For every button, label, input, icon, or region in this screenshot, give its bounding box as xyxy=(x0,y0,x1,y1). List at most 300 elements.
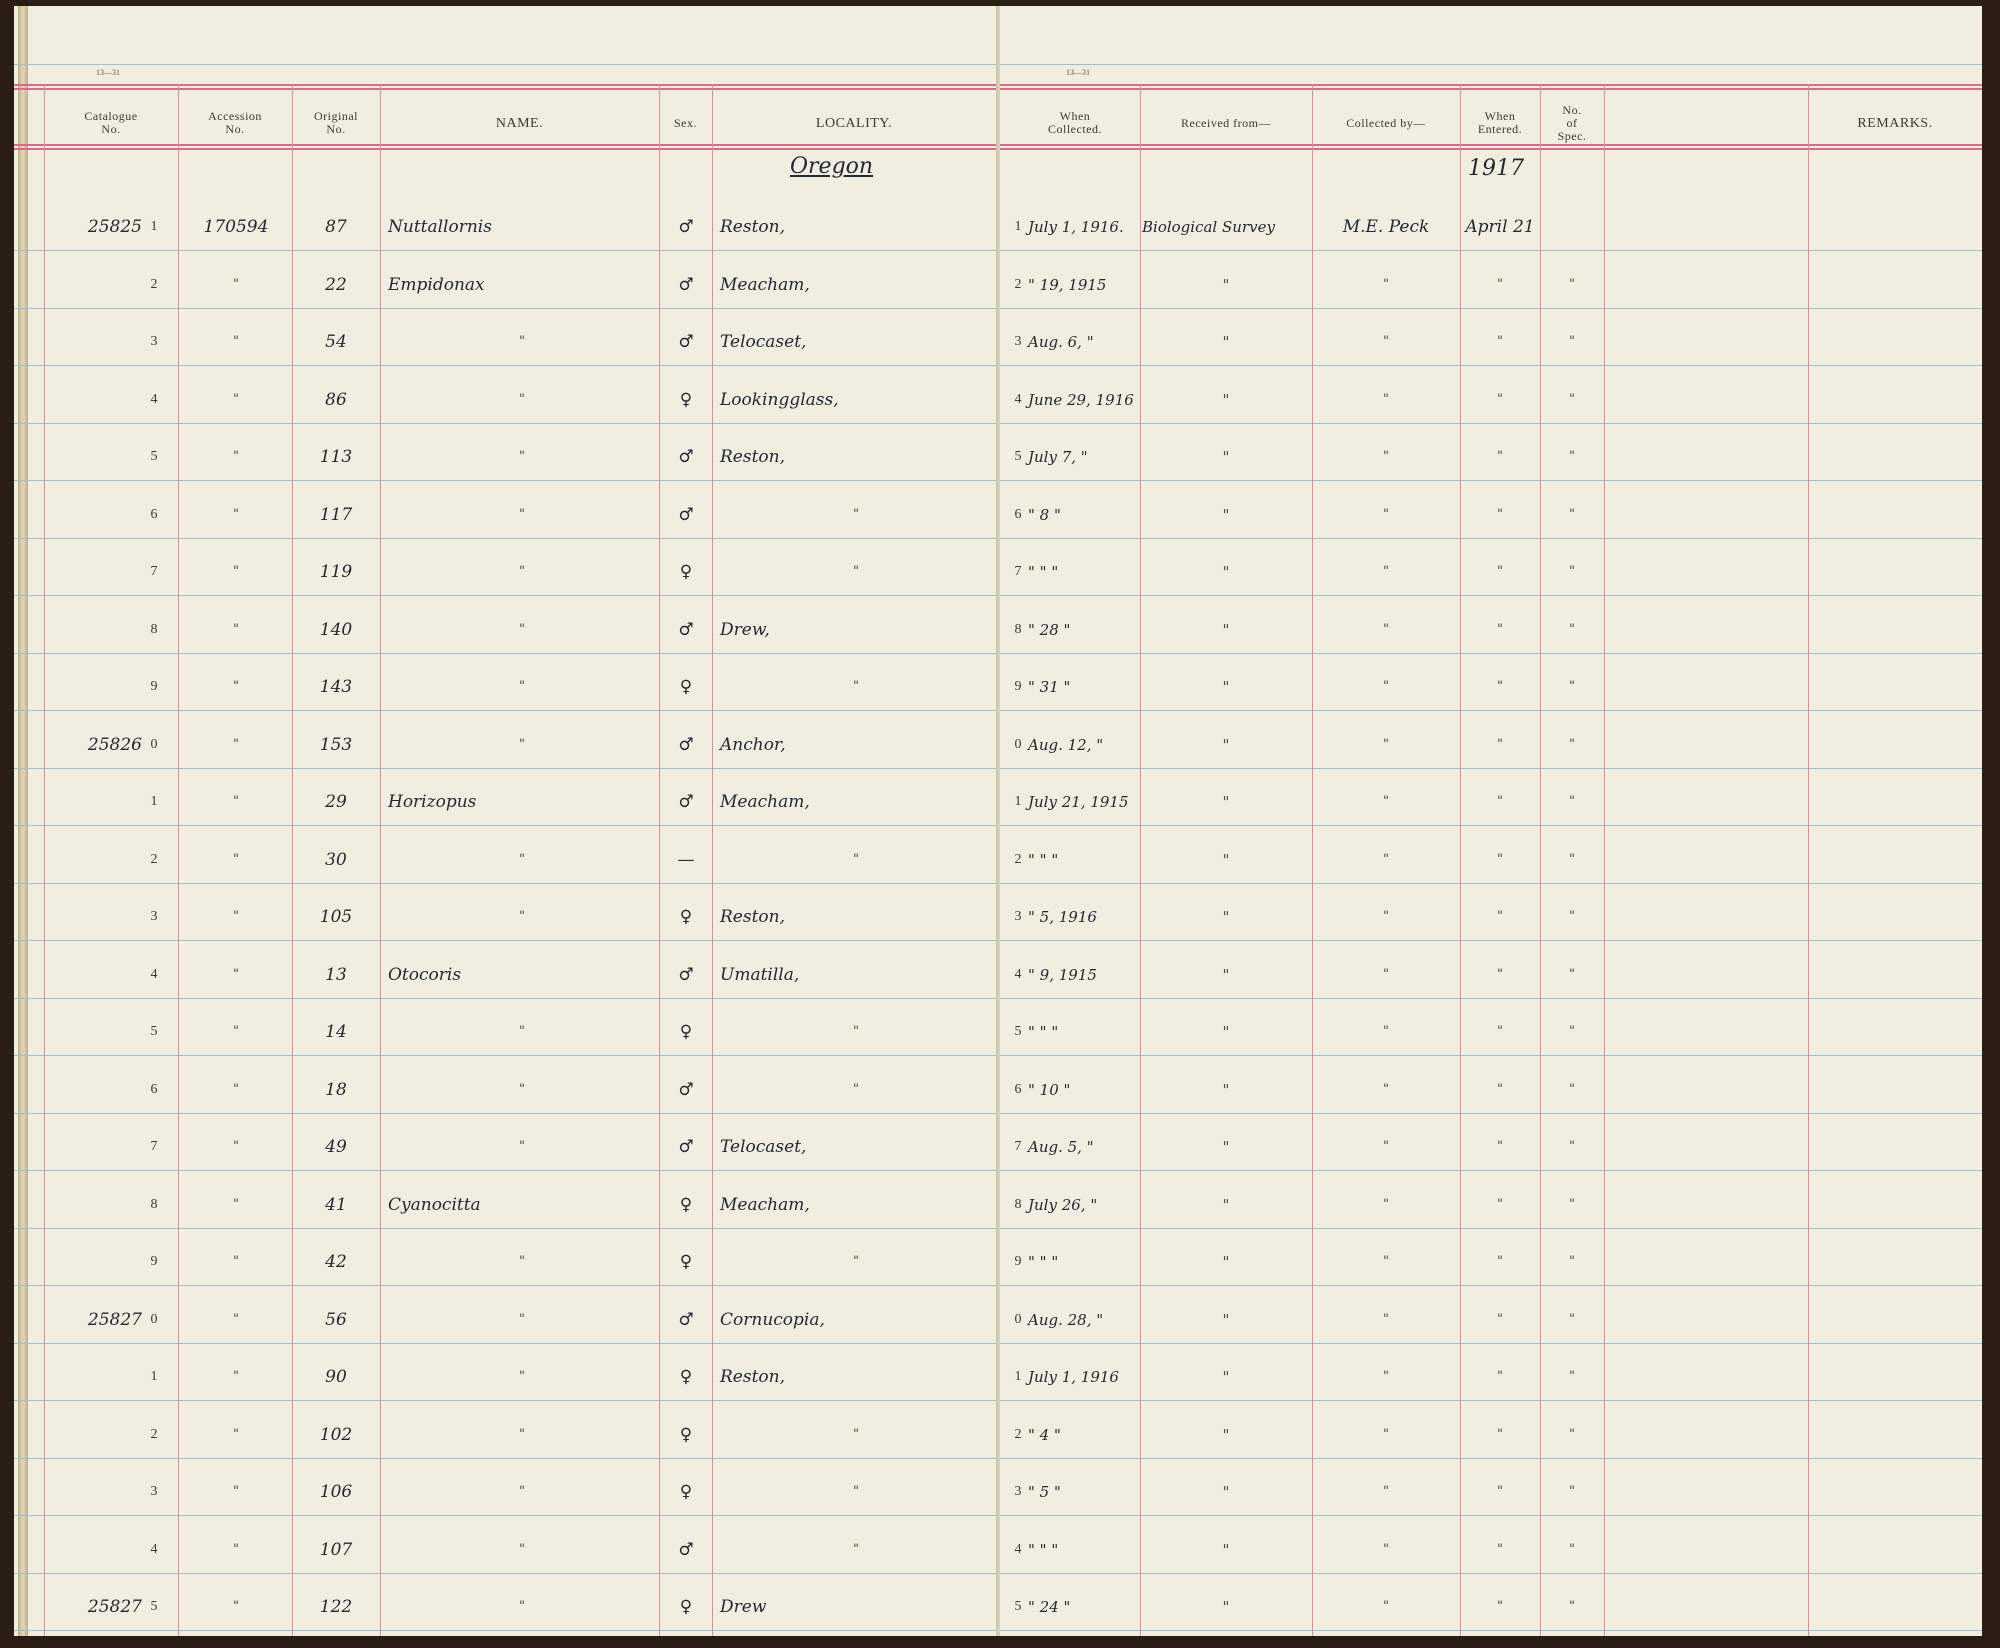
number-of-specimens: " xyxy=(1569,1541,1575,1557)
ledger-rule xyxy=(1000,710,1982,711)
locality: Meacham, xyxy=(720,1194,810,1215)
original-number: 153 xyxy=(319,734,353,755)
received-from: " xyxy=(1222,908,1230,926)
when-collected: Aug. 12, " xyxy=(1028,735,1104,754)
number-of-specimens: " xyxy=(1569,276,1575,292)
when-entered: " xyxy=(1497,909,1503,924)
catalogue-digit: 5 xyxy=(150,449,158,464)
ledger-rule xyxy=(14,365,996,366)
catalogue-digit: 4 xyxy=(150,391,158,407)
catalogue-digit: 2 xyxy=(150,1426,158,1442)
received-from: " xyxy=(1222,1310,1230,1329)
locality: Drew xyxy=(720,1597,767,1617)
ledger-rule xyxy=(14,308,996,309)
collected-by: " xyxy=(1383,1196,1389,1212)
row-number: 1 xyxy=(1014,1369,1022,1384)
right-ledger-page xyxy=(998,6,1982,1636)
locality: " xyxy=(853,1541,859,1557)
catalogue-prefix xyxy=(42,1251,142,1273)
state-heading: Oregon xyxy=(790,154,874,179)
row-number: 4 xyxy=(1014,391,1022,407)
sex-symbol: ♂ xyxy=(678,792,694,812)
row-number: 9 xyxy=(1014,1254,1022,1269)
catalogue-prefix xyxy=(42,619,142,641)
original-number: 29 xyxy=(325,792,347,812)
number-of-specimens: " xyxy=(1569,391,1575,407)
sex-symbol: ♀ xyxy=(679,1367,693,1387)
catalogue-prefix xyxy=(42,1021,142,1043)
column-header-collected_by: Collected by— xyxy=(1346,115,1426,130)
catalogue-digit: 0 xyxy=(150,736,158,752)
accession-number: " xyxy=(233,966,239,982)
column-header-catalogue: Catalogue No. xyxy=(84,109,138,136)
accession-number: 170594 xyxy=(203,217,269,237)
locality: Meacham, xyxy=(720,274,810,295)
when-collected: " 4 " xyxy=(1028,1425,1061,1444)
sex-symbol: ♂ xyxy=(678,332,694,352)
original-number: 117 xyxy=(319,504,353,525)
number-of-specimens: " xyxy=(1569,851,1575,867)
accession-number: " xyxy=(233,391,239,407)
original-number: 122 xyxy=(319,1597,353,1617)
accession-number: " xyxy=(233,1081,239,1097)
locality: " xyxy=(853,679,859,694)
column-rule xyxy=(659,84,660,1636)
number-of-specimens: " xyxy=(1569,1311,1575,1327)
ledger-rule xyxy=(1000,1515,1982,1516)
ledger-rule xyxy=(1000,480,1982,481)
species-name: Nuttallornis xyxy=(388,217,492,237)
collected-by: " xyxy=(1383,1311,1389,1327)
when-collected: " " " xyxy=(1028,1253,1059,1271)
when-entered: " xyxy=(1497,851,1503,867)
collected-by: " xyxy=(1383,1426,1389,1442)
when-collected: " 28 " xyxy=(1028,620,1071,639)
species-name: " xyxy=(519,334,525,349)
ledger-rule xyxy=(1000,883,1982,884)
collected-by: " xyxy=(1383,679,1389,694)
received-from: " xyxy=(1222,390,1230,409)
when-entered: " xyxy=(1497,506,1503,522)
row-number: 2 xyxy=(1014,1426,1022,1442)
received-from: " xyxy=(1222,275,1230,294)
when-entered: " xyxy=(1497,1484,1503,1499)
accession-number: " xyxy=(233,1139,239,1154)
catalogue-digit: 8 xyxy=(150,1196,158,1212)
catalogue-digit: 8 xyxy=(150,621,158,637)
ledger-rule xyxy=(14,1630,996,1631)
catalogue-prefix xyxy=(42,849,142,871)
accession-number: " xyxy=(233,449,239,464)
ledger-rule xyxy=(1000,250,1982,251)
when-entered: " xyxy=(1497,449,1503,464)
accession-number: " xyxy=(233,1484,239,1499)
sex-symbol: ♀ xyxy=(679,1022,693,1042)
original-number: 30 xyxy=(325,849,347,870)
ledger-rule xyxy=(14,1400,996,1401)
ledger-rule xyxy=(14,998,996,999)
ledger-rule xyxy=(1000,768,1982,769)
catalogue-digit: 5 xyxy=(150,1599,158,1614)
sex-symbol: ♂ xyxy=(678,1137,694,1157)
locality: Reston, xyxy=(720,907,786,927)
sex-symbol: ♂ xyxy=(678,1539,694,1560)
original-number: 18 xyxy=(325,1079,347,1100)
left-ledger-page xyxy=(14,6,998,1636)
ledger-rule xyxy=(14,1458,996,1459)
column-rule xyxy=(380,84,381,1636)
number-of-specimens: " xyxy=(1569,1024,1575,1039)
collected-by: M.E. Peck xyxy=(1342,217,1430,237)
catalogue-digit: 3 xyxy=(150,909,158,924)
received-from: " xyxy=(1222,563,1230,581)
row-number: 6 xyxy=(1014,506,1022,522)
accession-number: " xyxy=(233,1254,239,1269)
sex-symbol: ♀ xyxy=(679,1194,693,1215)
number-of-specimens xyxy=(1542,216,1602,238)
when-collected: June 29, 1916 xyxy=(1028,390,1134,409)
row-number: 0 xyxy=(1014,736,1022,752)
accession-number: " xyxy=(233,1311,239,1327)
species-name: " xyxy=(519,621,525,637)
accession-number: " xyxy=(233,621,239,637)
when-entered: " xyxy=(1497,1196,1503,1212)
sex-symbol: ♂ xyxy=(678,1079,694,1100)
locality: " xyxy=(853,564,859,579)
ledger-rule xyxy=(14,1573,996,1574)
catalogue-digit: 4 xyxy=(150,966,158,982)
number-of-specimens: " xyxy=(1569,966,1575,982)
row-number: 2 xyxy=(1014,276,1022,292)
row-number: 8 xyxy=(1014,1196,1022,1212)
column-rule xyxy=(1140,84,1141,1636)
original-number: 90 xyxy=(325,1367,347,1387)
original-number: 56 xyxy=(325,1309,347,1330)
number-of-specimens: " xyxy=(1569,1369,1575,1384)
ledger-rule xyxy=(14,1343,996,1344)
ledger-rule xyxy=(1000,1170,1982,1171)
catalogue-digit: 7 xyxy=(150,564,158,579)
when-collected: " 8 " xyxy=(1028,505,1061,524)
ledger-rule xyxy=(1000,1343,1982,1344)
when-collected: July 7, " xyxy=(1028,448,1088,466)
when-entered: April 21 xyxy=(1465,217,1535,237)
species-name: " xyxy=(519,1599,525,1614)
original-number: 54 xyxy=(325,332,347,352)
ledger-rule xyxy=(14,1055,996,1056)
form-number-right: 13—31 xyxy=(1066,68,1090,77)
species-name: " xyxy=(519,736,525,752)
collected-by: " xyxy=(1383,506,1389,522)
column-header-when_collected: When Collected. xyxy=(1048,109,1102,136)
ledger-rule xyxy=(14,768,996,769)
original-number: 106 xyxy=(319,1482,353,1502)
when-entered: " xyxy=(1497,1254,1503,1269)
row-number: 3 xyxy=(1014,1484,1022,1499)
when-collected: " " " xyxy=(1028,1023,1059,1041)
header-rule xyxy=(14,88,996,90)
row-number: 4 xyxy=(1014,1541,1022,1557)
collected-by: " xyxy=(1383,1484,1389,1499)
sex-symbol: ♂ xyxy=(678,734,694,755)
when-collected: " " " xyxy=(1028,850,1059,869)
column-header-original: Original No. xyxy=(314,109,358,136)
ledger-rule xyxy=(1000,423,1982,424)
species-name: " xyxy=(519,1541,525,1557)
collected-by: " xyxy=(1383,564,1389,579)
number-of-specimens: " xyxy=(1569,1426,1575,1442)
when-collected: " 5, 1916 xyxy=(1028,908,1097,926)
number-of-specimens: " xyxy=(1569,794,1575,809)
when-collected: Aug. 6, " xyxy=(1028,333,1094,351)
column-rule xyxy=(1460,84,1461,1636)
when-entered: " xyxy=(1497,794,1503,809)
locality: Reston, xyxy=(720,217,786,237)
number-of-specimens: " xyxy=(1569,564,1575,579)
column-rule xyxy=(712,84,713,1636)
sex-symbol: ♀ xyxy=(679,1597,693,1617)
catalogue-prefix xyxy=(42,274,142,296)
original-number: 119 xyxy=(319,562,353,582)
number-of-specimens: " xyxy=(1569,1196,1575,1212)
catalogue-prefix: 25827 xyxy=(87,1597,142,1617)
column-header-locality: LOCALITY. xyxy=(815,115,893,131)
when-collected: " 31 " xyxy=(1028,678,1071,696)
header-rule xyxy=(1000,88,1982,90)
sex-symbol: ♀ xyxy=(679,677,693,697)
when-collected: Aug. 28, " xyxy=(1028,1310,1104,1329)
sex-symbol: ♀ xyxy=(679,907,693,927)
species-name: " xyxy=(519,851,525,867)
year-heading: 1917 xyxy=(1468,156,1524,181)
when-collected: " 19, 1915 xyxy=(1028,275,1107,294)
sex-symbol: ♀ xyxy=(679,1424,693,1445)
when-collected: July 21, 1915 xyxy=(1028,793,1129,811)
catalogue-prefix xyxy=(42,446,142,468)
catalogue-prefix xyxy=(42,331,142,353)
locality: Telocaset, xyxy=(720,332,807,352)
accession-number: " xyxy=(233,564,239,579)
received-from: " xyxy=(1222,1023,1230,1041)
sex-symbol: ♂ xyxy=(678,504,694,525)
locality: " xyxy=(853,506,859,522)
original-number: 105 xyxy=(319,907,353,927)
when-entered: " xyxy=(1497,1139,1503,1154)
catalogue-prefix xyxy=(42,1539,142,1561)
number-of-specimens: " xyxy=(1569,1139,1575,1154)
catalogue-digit: 7 xyxy=(150,1139,158,1154)
column-rule xyxy=(1604,84,1605,1636)
species-name: " xyxy=(519,909,525,924)
species-name: " xyxy=(519,506,525,522)
received-from: Biological Survey xyxy=(1142,218,1275,236)
accession-number: " xyxy=(233,506,239,522)
column-header-remarks: REMARKS. xyxy=(1857,115,1933,131)
column-header-sex: Sex. xyxy=(674,115,697,130)
ledger-rule xyxy=(14,825,996,826)
collected-by: " xyxy=(1383,1139,1389,1154)
catalogue-prefix xyxy=(42,504,142,526)
collected-by: " xyxy=(1383,851,1389,867)
ledger-rule xyxy=(14,883,996,884)
when-entered: " xyxy=(1497,391,1503,407)
collected-by: " xyxy=(1383,736,1389,752)
when-collected: " 24 " xyxy=(1028,1598,1071,1616)
species-name: " xyxy=(519,1139,525,1154)
collected-by: " xyxy=(1383,276,1389,292)
ledger-rule xyxy=(14,653,996,654)
column-rule xyxy=(292,84,293,1636)
species-name: " xyxy=(519,1369,525,1384)
received-from: " xyxy=(1222,1368,1230,1386)
when-entered: " xyxy=(1497,679,1503,694)
locality: Lookingglass, xyxy=(720,389,839,410)
when-collected: " " " xyxy=(1028,1540,1059,1559)
catalogue-digit: 9 xyxy=(150,1254,158,1269)
ledger-rule xyxy=(1000,940,1982,941)
column-rule xyxy=(178,84,179,1636)
original-number: 113 xyxy=(319,447,353,467)
received-from: " xyxy=(1222,678,1230,696)
original-number: 14 xyxy=(325,1022,347,1042)
locality: " xyxy=(853,1426,859,1442)
number-of-specimens: " xyxy=(1569,736,1575,752)
ledger-rule xyxy=(14,1113,996,1114)
original-number: 107 xyxy=(319,1539,353,1560)
received-from: " xyxy=(1222,965,1230,984)
original-number: 140 xyxy=(319,619,353,640)
ledger-rule xyxy=(14,423,996,424)
accession-number: " xyxy=(233,276,239,292)
catalogue-prefix xyxy=(42,1136,142,1158)
column-header-no_spec: No. of Spec. xyxy=(1557,102,1587,143)
collected-by: " xyxy=(1383,1254,1389,1269)
ledger-rule xyxy=(1000,538,1982,539)
when-entered: " xyxy=(1497,621,1503,637)
species-name: " xyxy=(519,1024,525,1039)
locality: Meacham, xyxy=(720,792,810,812)
when-collected: July 1, 1916 xyxy=(1028,1368,1119,1386)
catalogue-prefix xyxy=(42,1366,142,1388)
received-from: " xyxy=(1222,1080,1230,1099)
top-rule xyxy=(1000,64,1982,65)
ledger-rule xyxy=(1000,1630,1982,1631)
ledger-rule xyxy=(1000,998,1982,999)
number-of-specimens: " xyxy=(1569,1254,1575,1269)
ledger-rule xyxy=(14,1515,996,1516)
received-from: " xyxy=(1222,333,1230,351)
when-collected: " 10 " xyxy=(1028,1080,1071,1099)
row-number: 1 xyxy=(1014,219,1022,234)
original-number: 102 xyxy=(319,1424,353,1445)
ledger-rule xyxy=(14,1170,996,1171)
column-rule xyxy=(1808,84,1809,1636)
row-number: 2 xyxy=(1014,851,1022,867)
accession-number: " xyxy=(233,909,239,924)
received-from: " xyxy=(1222,1195,1230,1214)
row-number: 5 xyxy=(1014,1599,1022,1614)
catalogue-prefix: 25827 xyxy=(87,1309,142,1330)
locality: Cornucopia, xyxy=(720,1309,825,1330)
when-entered: " xyxy=(1497,1311,1503,1327)
locality: " xyxy=(853,1024,859,1039)
catalogue-digit: 4 xyxy=(150,1541,158,1557)
locality: Umatilla, xyxy=(720,964,800,985)
when-entered: " xyxy=(1497,1369,1503,1384)
row-number: 5 xyxy=(1014,1024,1022,1039)
accession-number: " xyxy=(233,1369,239,1384)
column-header-when_entered: When Entered. xyxy=(1477,109,1523,136)
received-from: " xyxy=(1222,448,1230,466)
ledger-rule xyxy=(1000,1055,1982,1056)
catalogue-digit: 2 xyxy=(150,276,158,292)
accession-number: " xyxy=(233,334,239,349)
when-collected: July 1, 1916. xyxy=(1028,218,1124,236)
row-number: 1 xyxy=(1014,794,1022,809)
catalogue-prefix xyxy=(42,1424,142,1446)
original-number: 13 xyxy=(325,964,347,985)
sex-symbol: ♂ xyxy=(678,217,694,237)
when-collected: " " " xyxy=(1028,563,1059,581)
accession-number: " xyxy=(233,1599,239,1614)
catalogue-prefix xyxy=(42,1194,142,1216)
row-number: 9 xyxy=(1014,679,1022,694)
original-number: 41 xyxy=(325,1194,347,1215)
received-from: " xyxy=(1222,1138,1230,1156)
accession-number: " xyxy=(233,679,239,694)
ledger-rule xyxy=(14,1285,996,1286)
original-number: 143 xyxy=(319,677,353,697)
species-name: " xyxy=(519,1081,525,1097)
received-from: " xyxy=(1222,1598,1230,1616)
when-entered: " xyxy=(1497,1599,1503,1614)
species-name: " xyxy=(519,1254,525,1269)
received-from: " xyxy=(1222,1540,1230,1559)
sex-symbol: ♀ xyxy=(679,1252,693,1272)
column-rule xyxy=(1540,84,1541,1636)
when-entered: " xyxy=(1497,736,1503,752)
catalogue-digit: 0 xyxy=(150,1311,158,1327)
when-collected: " 9, 1915 xyxy=(1028,965,1097,984)
collected-by: " xyxy=(1383,621,1389,637)
collected-by: " xyxy=(1383,909,1389,924)
locality: Telocaset, xyxy=(720,1137,807,1157)
number-of-specimens: " xyxy=(1569,1484,1575,1499)
locality: " xyxy=(853,851,859,867)
original-number: 87 xyxy=(325,217,347,237)
when-entered: " xyxy=(1497,276,1503,292)
ledger-rule xyxy=(14,538,996,539)
collected-by: " xyxy=(1383,334,1389,349)
ledger-rule xyxy=(14,710,996,711)
row-number: 0 xyxy=(1014,1311,1022,1327)
accession-number: " xyxy=(233,1541,239,1557)
original-number: 22 xyxy=(325,274,347,295)
catalogue-prefix xyxy=(42,906,142,928)
species-name: Horizopus xyxy=(388,792,477,812)
ledger-rule xyxy=(1000,1228,1982,1229)
number-of-specimens: " xyxy=(1569,506,1575,522)
column-rule xyxy=(1312,84,1313,1636)
catalogue-digit: 6 xyxy=(150,1081,158,1097)
received-from: " xyxy=(1222,620,1230,639)
row-number: 3 xyxy=(1014,334,1022,349)
received-from: " xyxy=(1222,1425,1230,1444)
sex-symbol: ♀ xyxy=(679,1482,693,1502)
collected-by: " xyxy=(1383,1599,1389,1614)
ledger-rule xyxy=(14,1228,996,1229)
locality: " xyxy=(853,1484,859,1499)
